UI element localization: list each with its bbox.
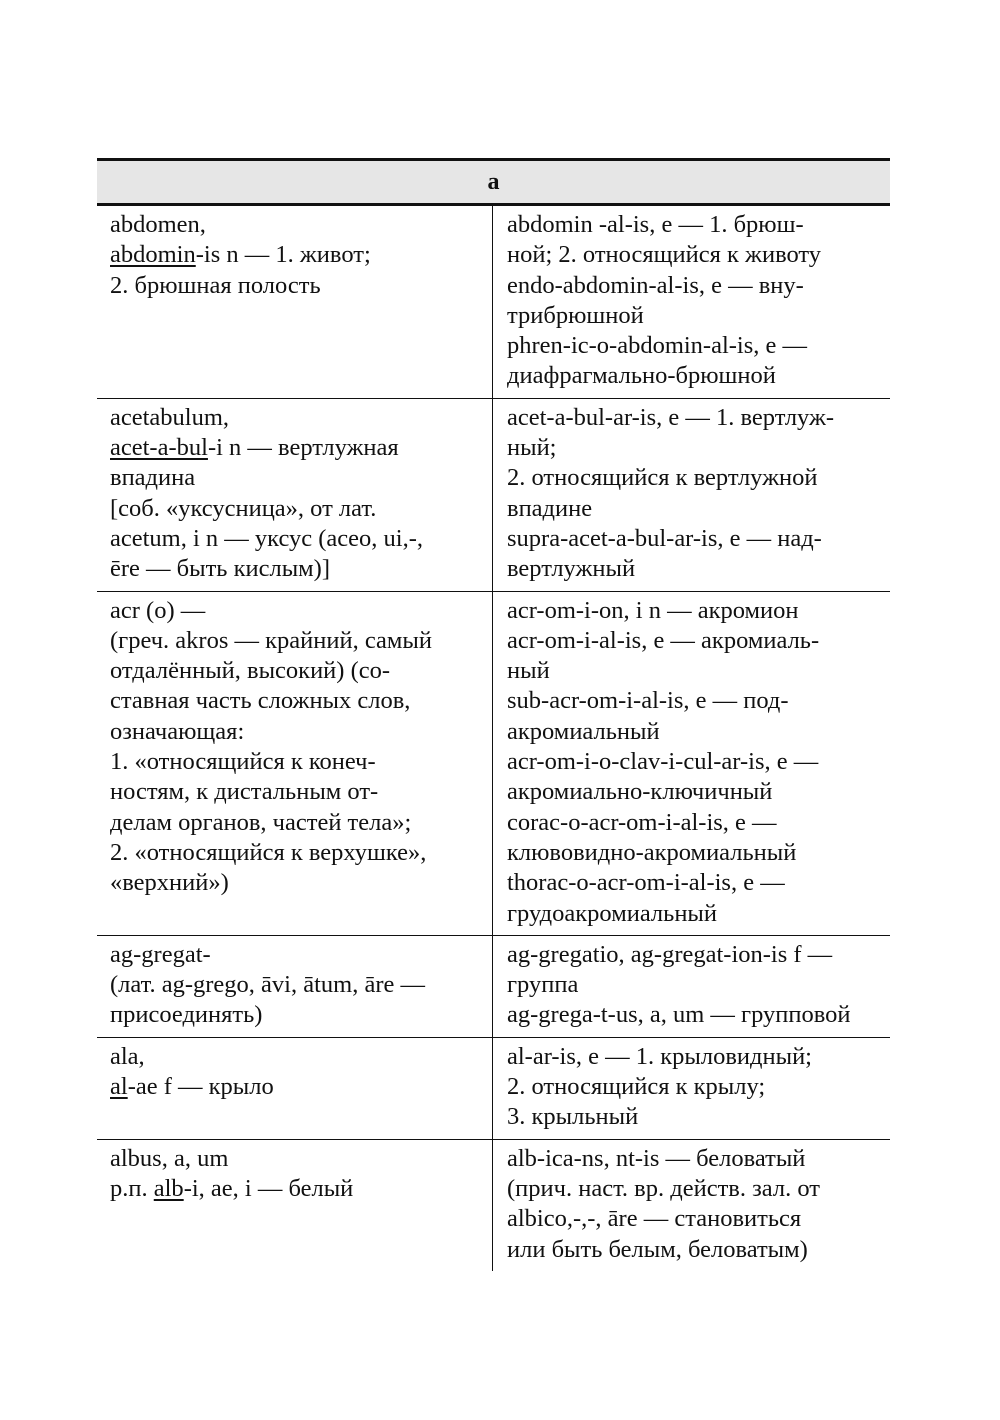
table-header: [97, 158, 890, 206]
text-fragment: грудоакромиальный: [507, 899, 717, 927]
text-line: [110, 210, 492, 240]
text-fragment: впадине: [507, 494, 593, 522]
text-fragment: (прич. наст. вр. действ. зал. от: [507, 1174, 820, 1202]
text-fragment: endo-abdomin-al-is, e — вну-: [507, 271, 804, 299]
term-cell: [97, 1038, 493, 1139]
derivatives-cell: [493, 1140, 890, 1271]
term-cell: [97, 936, 493, 1037]
text-line: [507, 868, 890, 898]
text-line: [507, 596, 890, 626]
text-line: [507, 940, 890, 970]
text-line: [110, 717, 492, 747]
text-line: [507, 747, 890, 777]
text-fragment: acr-om-i-o-clav-i-cul-ar-is, e —: [507, 748, 819, 776]
text-line: [507, 970, 890, 1000]
text-line: [110, 868, 492, 898]
text-fragment: впадина: [110, 464, 196, 492]
text-fragment: вертлужный: [507, 555, 636, 583]
text-fragment: р.п.: [110, 1174, 154, 1202]
word-stem: alb: [153, 1174, 184, 1202]
text-fragment: ный: [507, 657, 550, 685]
word-stem: al: [110, 1073, 128, 1101]
text-fragment: ēre — быть кислым)]: [110, 555, 330, 583]
word-stem: acet-a-bul: [110, 434, 208, 462]
text-fragment: ной; 2. относящийся к животу: [507, 241, 822, 269]
text-fragment: abdomen,: [110, 211, 206, 238]
text-line: [110, 1042, 492, 1072]
text-line: [110, 554, 492, 584]
table-row: [97, 399, 890, 592]
text-fragment: phren-ic-o-abdomin-al-is, e —: [507, 332, 808, 360]
word-stem: abdomin: [110, 241, 196, 269]
text-fragment: акромиально-ключичный: [507, 778, 773, 806]
text-line: [507, 361, 890, 391]
text-fragment: ag-grega-t-us, a, um — групповой: [507, 1001, 851, 1029]
text-fragment: acr-om-i-al-is, e — акромиаль-: [507, 626, 820, 654]
text-fragment: supra-acet-a-bul-ar-is, e — над-: [507, 524, 822, 552]
text-line: [110, 1174, 492, 1204]
text-line: [110, 1072, 492, 1102]
text-fragment: -ae f — крыло: [127, 1073, 274, 1101]
text-line: [507, 403, 890, 433]
text-fragment: ставная часть сложных слов,: [110, 687, 411, 715]
text-fragment: acetabulum,: [110, 403, 230, 431]
text-line: [507, 1144, 890, 1174]
text-line: [507, 626, 890, 656]
text-line: [507, 433, 890, 463]
derivatives-cell: [493, 399, 890, 591]
text-fragment: corac-o-acr-om-i-al-is, e —: [507, 808, 777, 836]
text-fragment: (греч. akros — крайний, самый: [110, 626, 432, 654]
text-fragment: ный;: [507, 434, 557, 462]
text-fragment: sub-acr-om-i-al-is, e — под-: [507, 687, 789, 715]
term-cell: [97, 592, 493, 935]
text-line: [507, 1042, 890, 1072]
text-line: [110, 970, 492, 1000]
text-line: [110, 271, 492, 301]
text-line: [507, 494, 890, 524]
table-row: [97, 936, 890, 1038]
table-row: [97, 1038, 890, 1140]
text-fragment: al-ar-is, e — 1. крыловидный;: [507, 1042, 812, 1070]
text-fragment: клювовидно-акромиальный: [507, 838, 797, 866]
text-fragment: ностям, к дистальным от-: [110, 778, 379, 806]
text-fragment: 2. относящийся к вертлужной: [507, 464, 818, 492]
text-line: [110, 686, 492, 716]
text-fragment: acr-om-i-on, i n — акромион: [507, 596, 799, 624]
derivatives-cell: [493, 936, 890, 1037]
text-fragment: alb-ica-ns, nt-is — беловатый: [507, 1144, 806, 1172]
text-line: [507, 240, 890, 270]
term-cell: [97, 399, 493, 591]
text-fragment: albico,-,-, āre — становиться: [507, 1205, 802, 1233]
text-fragment: [соб. «уксусница», от лат.: [110, 494, 377, 522]
header-letter: а: [487, 168, 500, 195]
text-fragment: «верхний»): [110, 869, 229, 897]
text-line: [507, 1000, 890, 1030]
term-cell: [97, 1140, 493, 1271]
text-fragment: acet-a-bul-ar-is, e — 1. вертлуж-: [507, 403, 835, 431]
text-line: [110, 433, 492, 463]
text-line: [110, 940, 492, 970]
text-fragment: -is n — 1. живот;: [195, 241, 371, 269]
text-line: [110, 656, 492, 686]
text-line: [507, 554, 890, 584]
text-line: [507, 1072, 890, 1102]
table-body: [97, 206, 890, 1271]
text-fragment: abdomin -al-is, e — 1. брюш-: [507, 211, 804, 238]
text-fragment: ag-gregat-: [110, 940, 211, 968]
text-fragment: ag-gregatio, ag-gregat-ion-is f —: [507, 940, 833, 968]
text-line: [110, 463, 492, 493]
text-line: [507, 463, 890, 493]
text-fragment: -i n — вертлужная: [207, 434, 399, 462]
text-line: [507, 899, 890, 929]
text-fragment: 1. «относящийся к конеч-: [110, 748, 376, 776]
dictionary-table: [97, 158, 890, 1271]
text-fragment: acr (o) —: [110, 596, 206, 624]
text-fragment: отдалённый, высокий) (со-: [110, 657, 391, 685]
text-line: [507, 331, 890, 361]
text-line: [507, 1174, 890, 1204]
text-fragment: группа: [507, 971, 579, 999]
text-fragment: -i, ae, i — белый: [183, 1174, 354, 1202]
text-line: [507, 838, 890, 868]
text-line: [507, 686, 890, 716]
text-line: [110, 777, 492, 807]
text-fragment: 2. «относящийся к верхушке»,: [110, 838, 427, 866]
table-row: [97, 592, 890, 936]
text-line: [507, 1204, 890, 1234]
text-line: [110, 403, 492, 433]
term-cell: [97, 206, 493, 398]
text-line: [507, 271, 890, 301]
text-line: [110, 524, 492, 554]
text-line: [507, 524, 890, 554]
text-line: [110, 1000, 492, 1030]
text-fragment: albus, a, um: [110, 1144, 229, 1172]
table-row: [97, 1140, 890, 1271]
text-fragment: или быть белым, беловатым): [507, 1235, 808, 1263]
text-line: [110, 838, 492, 868]
text-line: [507, 1102, 890, 1132]
text-line: [507, 656, 890, 686]
text-fragment: (лат. ag-grego, āvi, ātum, āre —: [110, 971, 426, 999]
text-line: [110, 747, 492, 777]
text-line: [507, 717, 890, 747]
derivatives-cell: [493, 1038, 890, 1139]
text-line: [110, 240, 492, 270]
text-fragment: ala,: [110, 1042, 145, 1070]
text-fragment: означающая:: [110, 717, 245, 745]
text-fragment: делам органов, частей тела»;: [110, 808, 412, 836]
text-line: [507, 1235, 890, 1265]
text-fragment: 3. крыльный: [507, 1103, 639, 1131]
text-line: [110, 596, 492, 626]
text-fragment: 2. брюшная полость: [110, 271, 321, 299]
table-row: [97, 206, 890, 399]
text-line: [110, 626, 492, 656]
text-line: [507, 808, 890, 838]
text-line: [507, 777, 890, 807]
text-fragment: трибрюшной: [507, 301, 644, 329]
text-fragment: acetum, i n — уксус (aceo, ui,-,: [110, 524, 424, 552]
text-fragment: 2. относящийся к крылу;: [507, 1073, 766, 1101]
text-line: [110, 494, 492, 524]
text-fragment: диафрагмально-брюшной: [507, 362, 776, 390]
text-line: [110, 808, 492, 838]
derivatives-cell: [493, 592, 890, 935]
text-line: [507, 210, 890, 240]
text-fragment: акромиальный: [507, 717, 660, 745]
text-line: [110, 1144, 492, 1174]
derivatives-cell: [493, 206, 890, 398]
text-fragment: присоединять): [110, 1001, 263, 1029]
text-fragment: thorac-o-acr-om-i-al-is, e —: [507, 869, 785, 897]
text-line: [507, 301, 890, 331]
